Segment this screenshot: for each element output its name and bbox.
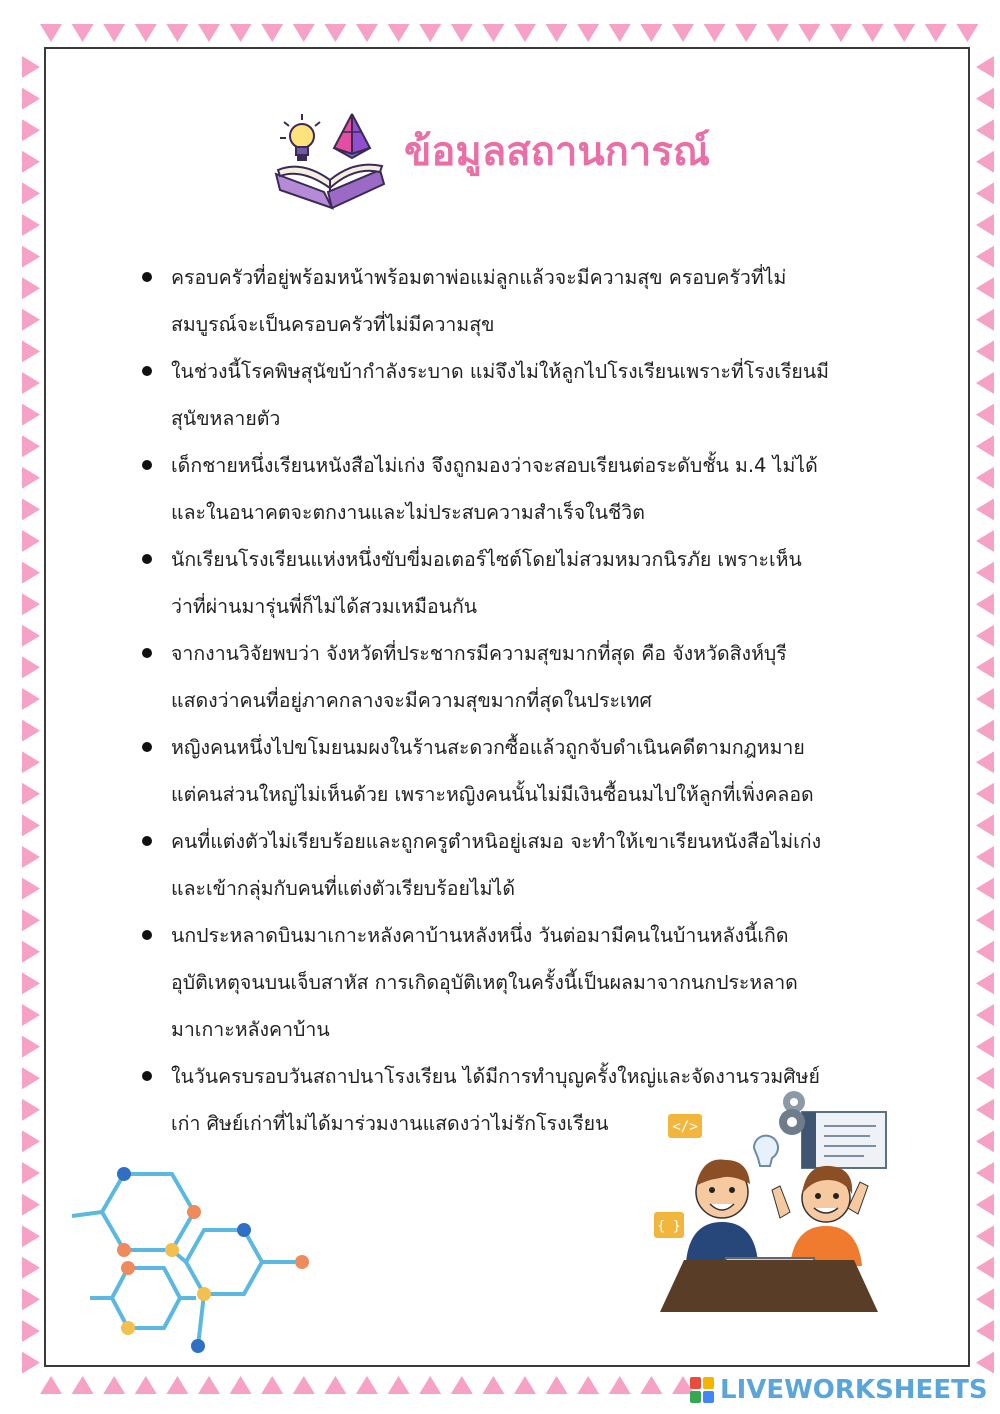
border-triangle: [135, 24, 157, 42]
border-triangle: [261, 24, 283, 42]
bullet-icon: [142, 366, 152, 376]
border-triangle: [22, 1004, 40, 1026]
border-triangle: [103, 1376, 125, 1394]
situation-line: สุนัขหลายตัว: [171, 407, 281, 430]
border-triangle: [546, 24, 568, 42]
border-triangle: [514, 1376, 536, 1394]
border-triangle: [976, 562, 994, 584]
bullet-icon: [142, 930, 152, 940]
border-triangle: [482, 1376, 504, 1394]
border-triangle: [22, 625, 40, 647]
situation-line: แต่คนส่วนใหญ่ไม่เห็นด้วย เพราะหญิงคนนั้นไม่มีเงินซื้อนมไปให้ลูกที่เพิ่งคลอด: [171, 783, 814, 806]
border-triangle: [22, 909, 40, 931]
border-triangle: [293, 24, 315, 42]
situation-line: แสดงว่าคนที่อยู่ภาคกลางจะมีความสุขมากที่สุดในประเทศ: [171, 689, 652, 712]
border-triangle: [22, 1099, 40, 1121]
border-triangle: [976, 246, 994, 268]
bullet-icon: [142, 554, 152, 564]
border-triangle: [22, 88, 40, 110]
situation-line: จากงานวิจัยพบว่า จังหวัดที่ประชากรมีความสุขมากที่สุด คือ จังหวัดสิงห์บุรี: [171, 642, 787, 665]
border-triangle: [976, 941, 994, 963]
border-triangle: [22, 404, 40, 426]
border-triangle: [166, 24, 188, 42]
border-triangle: [976, 1320, 994, 1342]
border-triangle: [976, 56, 994, 78]
right-border: [972, 0, 996, 1414]
border-triangle: [22, 372, 40, 394]
border-triangle: [798, 24, 820, 42]
braces-tag: { }: [657, 1219, 681, 1234]
border-triangle: [22, 751, 40, 773]
border-triangle: [22, 530, 40, 552]
situation-item: [138, 912, 898, 1053]
border-triangle: [514, 24, 536, 42]
border-triangle: [324, 24, 346, 42]
border-triangle: [976, 88, 994, 110]
border-triangle: [22, 1130, 40, 1152]
border-triangle: [103, 24, 125, 42]
border-triangle: [893, 24, 915, 42]
border-triangle: [976, 751, 994, 773]
situation-item: [138, 442, 898, 536]
border-triangle: [976, 1130, 994, 1152]
border-triangle: [22, 151, 40, 173]
border-triangle: [862, 24, 884, 42]
situation-item: [138, 818, 898, 912]
book-bulb-pyramid-icon: [272, 108, 390, 210]
border-triangle: [976, 783, 994, 805]
situation-line: เด็กชายหนึ่งเรียนหนังสือไม่เก่ง จึงถูกมองว่าจะสอบเรียนต่อระดับชั้น ม.4 ไม่ได้: [171, 454, 818, 477]
border-triangle: [22, 214, 40, 236]
border-triangle: [609, 1376, 631, 1394]
border-triangle: [356, 1376, 378, 1394]
situation-item: [138, 630, 898, 724]
bullet-icon: [142, 648, 152, 658]
left-border: [20, 0, 44, 1414]
border-triangle: [166, 1376, 188, 1394]
border-triangle: [230, 24, 252, 42]
molecule-hexagon-icon: [66, 1160, 316, 1360]
border-triangle: [419, 1376, 441, 1394]
border-triangle: [135, 1376, 157, 1394]
border-triangle: [293, 1376, 315, 1394]
border-triangle: [22, 1067, 40, 1089]
border-triangle: [22, 340, 40, 362]
situation-line: อุบัติเหตุจนบนเจ็บสาหัส การเกิดอุบัติเหตุในครั้งนี้เป็นผลมาจากนกประหลาด: [171, 971, 798, 994]
border-triangle: [976, 1162, 994, 1184]
bullet-icon: [142, 460, 152, 470]
border-triangle: [22, 246, 40, 268]
situation-line: นักเรียนโรงเรียนแห่งหนึ่งขับขี่มอเตอร์ไซต์โดยไม่สวมหมวกนิรภัย เพราะเห็น: [171, 548, 802, 571]
border-triangle: [976, 1036, 994, 1058]
border-triangle: [356, 24, 378, 42]
situation-list: [138, 254, 898, 1147]
situation-item: [138, 254, 898, 348]
border-triangle: [577, 24, 599, 42]
border-triangle: [22, 467, 40, 489]
border-triangle: [22, 562, 40, 584]
border-triangle: [976, 688, 994, 710]
border-triangle: [976, 1257, 994, 1279]
border-triangle: [925, 24, 947, 42]
border-triangle: [976, 1067, 994, 1089]
border-triangle: [976, 340, 994, 362]
kids-laptop-illustration: [650, 1082, 890, 1318]
border-triangle: [22, 688, 40, 710]
border-triangle: [482, 24, 504, 42]
border-triangle: [976, 309, 994, 331]
situation-line: สมบูรณ์จะเป็นครอบครัวที่ไม่มีความสุข: [171, 313, 495, 336]
code-tag: </>: [672, 1119, 698, 1135]
border-triangle: [72, 1376, 94, 1394]
border-triangle: [22, 1225, 40, 1247]
border-triangle: [976, 182, 994, 204]
bullet-icon: [142, 836, 152, 846]
border-triangle: [451, 24, 473, 42]
border-triangle: [976, 530, 994, 552]
situation-line: หญิงคนหนึ่งไปขโมยนมผงในร้านสะดวกซื้อแล้วถูกจับดำเนินคดีตามกฎหมาย: [171, 736, 805, 759]
situation-item: [138, 536, 898, 630]
situation-line: และเข้ากลุ่มกับคนที่แต่งตัวเรียบร้อยไม่ได้: [171, 877, 516, 900]
border-triangle: [976, 372, 994, 394]
border-triangle: [830, 24, 852, 42]
border-triangle: [976, 1099, 994, 1121]
border-triangle: [22, 1162, 40, 1184]
border-triangle: [976, 404, 994, 426]
border-triangle: [22, 1257, 40, 1279]
border-triangle: [22, 720, 40, 742]
situation-item: [138, 348, 898, 442]
border-triangle: [976, 1004, 994, 1026]
border-triangle: [22, 593, 40, 615]
situation-line: ว่าที่ผ่านมารุ่นพี่ก็ไม่ได้สวมเหมือนกัน: [171, 595, 478, 618]
border-triangle: [767, 24, 789, 42]
border-triangle: [976, 1225, 994, 1247]
situation-line: และในอนาคตจะตกงานและไม่ประสบความสำเร็จในชีวิต: [171, 501, 645, 524]
border-triangle: [976, 909, 994, 931]
border-triangle: [324, 1376, 346, 1394]
border-triangle: [22, 309, 40, 331]
border-triangle: [976, 593, 994, 615]
border-triangle: [976, 498, 994, 520]
border-triangle: [640, 1376, 662, 1394]
bullet-icon: [142, 742, 152, 752]
border-triangle: [976, 1288, 994, 1310]
watermark-text: LIVEWORKSHEETS: [720, 1375, 988, 1405]
page-title: ข้อมูลสถานการณ์: [404, 129, 710, 175]
border-triangle: [976, 656, 994, 678]
top-border: [0, 22, 1000, 46]
border-triangle: [976, 878, 994, 900]
border-triangle: [976, 1352, 994, 1374]
border-triangle: [230, 1376, 252, 1394]
border-triangle: [976, 846, 994, 868]
border-triangle: [976, 972, 994, 994]
border-triangle: [72, 24, 94, 42]
border-triangle: [976, 119, 994, 141]
border-triangle: [419, 24, 441, 42]
border-triangle: [198, 1376, 220, 1394]
border-triangle: [22, 182, 40, 204]
border-triangle: [388, 24, 410, 42]
border-triangle: [577, 1376, 599, 1394]
liveworksheets-watermark: [690, 1372, 988, 1408]
situation-item: [138, 724, 898, 818]
border-triangle: [22, 1194, 40, 1216]
border-triangle: [735, 24, 757, 42]
border-triangle: [976, 435, 994, 457]
border-triangle: [22, 846, 40, 868]
border-triangle: [640, 24, 662, 42]
border-triangle: [22, 119, 40, 141]
border-triangle: [198, 24, 220, 42]
border-triangle: [22, 277, 40, 299]
border-triangle: [976, 214, 994, 236]
situation-line: ครอบครัวที่อยู่พร้อมหน้าพร้อมตาพ่อแม่ลูกแล้วจะมีความสุข ครอบครัวที่ไม่: [171, 266, 787, 289]
situation-line: เก่า ศิษย์เก่าที่ไม่ได้มาร่วมงานแสดงว่าไม่รักโรงเรียน: [171, 1112, 609, 1135]
border-triangle: [22, 878, 40, 900]
border-triangle: [22, 972, 40, 994]
bullet-icon: [142, 1071, 152, 1081]
border-triangle: [976, 625, 994, 647]
situation-line: นกประหลาดบินมาเกาะหลังคาบ้านหลังหนึ่ง วันต่อมามีคนในบ้านหลังนี้เกิด: [171, 924, 789, 947]
border-triangle: [976, 277, 994, 299]
border-triangle: [22, 1036, 40, 1058]
situation-line: คนที่แต่งตัวไม่เรียบร้อยและถูกครูตำหนิอยู่เสมอ จะทำให้เขาเรียนหนังสือไม่เก่ง: [171, 830, 822, 853]
border-triangle: [388, 1376, 410, 1394]
border-triangle: [976, 1194, 994, 1216]
border-triangle: [22, 783, 40, 805]
border-triangle: [546, 1376, 568, 1394]
situation-line: ในวันครบรอบวันสถาปนาโรงเรียน ได้มีการทำบุญครั้งใหญ่และจัดงานรวมศิษย์: [171, 1065, 820, 1088]
border-triangle: [672, 24, 694, 42]
border-triangle: [22, 56, 40, 78]
border-triangle: [22, 656, 40, 678]
border-triangle: [451, 1376, 473, 1394]
border-triangle: [22, 435, 40, 457]
border-triangle: [976, 814, 994, 836]
border-triangle: [261, 1376, 283, 1394]
border-triangle: [22, 498, 40, 520]
situation-line: มาเกาะหลังคาบ้าน: [171, 1018, 330, 1041]
border-triangle: [976, 720, 994, 742]
border-triangle: [22, 1352, 40, 1374]
border-triangle: [22, 1288, 40, 1310]
border-triangle: [976, 151, 994, 173]
border-triangle: [22, 941, 40, 963]
liveworksheets-logo-icon: [690, 1377, 714, 1403]
border-triangle: [704, 24, 726, 42]
situation-line: ในช่วงนี้โรคพิษสุนัขบ้ากำลังระบาด แม่จึงไม่ให้ลูกไปโรงเรียนเพราะที่โรงเรียนมี: [171, 360, 830, 383]
border-triangle: [22, 1320, 40, 1342]
border-triangle: [976, 467, 994, 489]
border-triangle: [609, 24, 631, 42]
bullet-icon: [142, 272, 152, 282]
border-triangle: [22, 814, 40, 836]
